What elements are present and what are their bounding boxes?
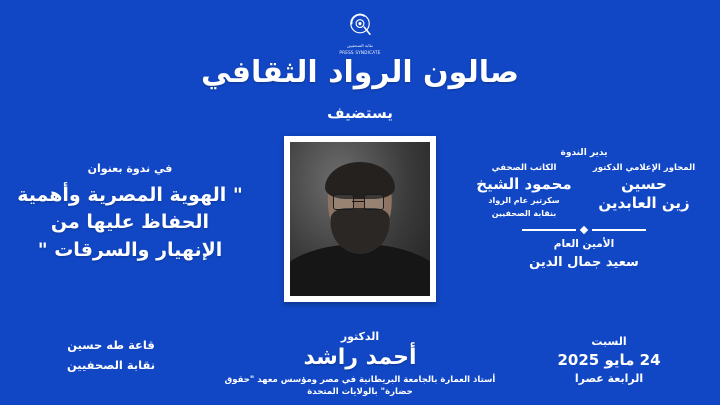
speaker-portrait bbox=[290, 142, 430, 296]
logo-caption-english: PRESS SYNDICATE bbox=[339, 50, 381, 56]
divider-bar-right bbox=[592, 229, 646, 231]
portrait-glasses-bridge bbox=[352, 201, 365, 202]
speaker-honorific: الدكتور bbox=[340, 329, 380, 343]
secretary-general-name: سعيد جمال الدين bbox=[529, 254, 639, 270]
event-date: 24 مايو 2025 bbox=[557, 351, 661, 370]
speaker-portrait-frame bbox=[284, 136, 436, 302]
diamond-icon bbox=[580, 226, 588, 234]
credits-block bbox=[470, 146, 698, 272]
press-syndicate-logo-icon bbox=[343, 8, 377, 42]
lecture-kicker: في ندوة بعنوان bbox=[87, 162, 173, 175]
credit-name-line1: حسين bbox=[621, 175, 667, 194]
lecture-title: " الهوية المصرية وأهمية الحفاظ عليها من الإنهيار والسرقات " bbox=[17, 183, 243, 261]
speaker-bio: أستاذ العمارة بالجامعة البريطانية في مصر ومؤسس معهد "حقوق حضارة" بالولايات المتحدة bbox=[224, 374, 496, 398]
credits-columns bbox=[470, 162, 698, 220]
page-title: صالون الرواد الثقافي bbox=[200, 55, 519, 90]
venue-organization: نقابة الصحفيين bbox=[66, 357, 156, 372]
page-subtitle: يستضيف bbox=[327, 104, 393, 122]
credit-column-journalist bbox=[472, 162, 576, 220]
speaker-name: أحمد راشد bbox=[303, 345, 417, 370]
logo-caption-arabic: نقابة الصحفيين bbox=[347, 43, 373, 48]
credit-name-line1: محمود الشيخ bbox=[476, 175, 572, 194]
date-block bbox=[534, 334, 684, 387]
lecture-block bbox=[16, 160, 244, 264]
event-day: السبت bbox=[591, 334, 627, 348]
credit-column-moderator bbox=[592, 162, 696, 220]
portrait-glasses-right bbox=[364, 194, 384, 210]
moderator-kicker: يدير الندوة bbox=[560, 148, 608, 158]
credit-subrole-line2: بنقابة الصحفيين bbox=[491, 208, 557, 218]
venue-block bbox=[26, 335, 196, 375]
credit-subrole-line1: سكرتير عام الرواد bbox=[488, 195, 560, 205]
speaker-block bbox=[210, 329, 510, 399]
credit-role: الكاتب الصحفي bbox=[491, 163, 557, 174]
credit-role: المحاور الإعلامي الدكتور bbox=[592, 163, 696, 174]
logo bbox=[320, 8, 400, 57]
credit-name-line2: زين العابدين bbox=[598, 193, 690, 212]
divider-bar-left bbox=[522, 229, 576, 231]
event-time: الرابعة عصرا bbox=[574, 371, 644, 385]
decorative-divider bbox=[470, 227, 698, 233]
secretary-general-role: الأمين العام bbox=[553, 237, 615, 250]
portrait-glasses-left bbox=[333, 194, 353, 210]
venue-hall: قاعة طه حسين bbox=[67, 337, 155, 352]
